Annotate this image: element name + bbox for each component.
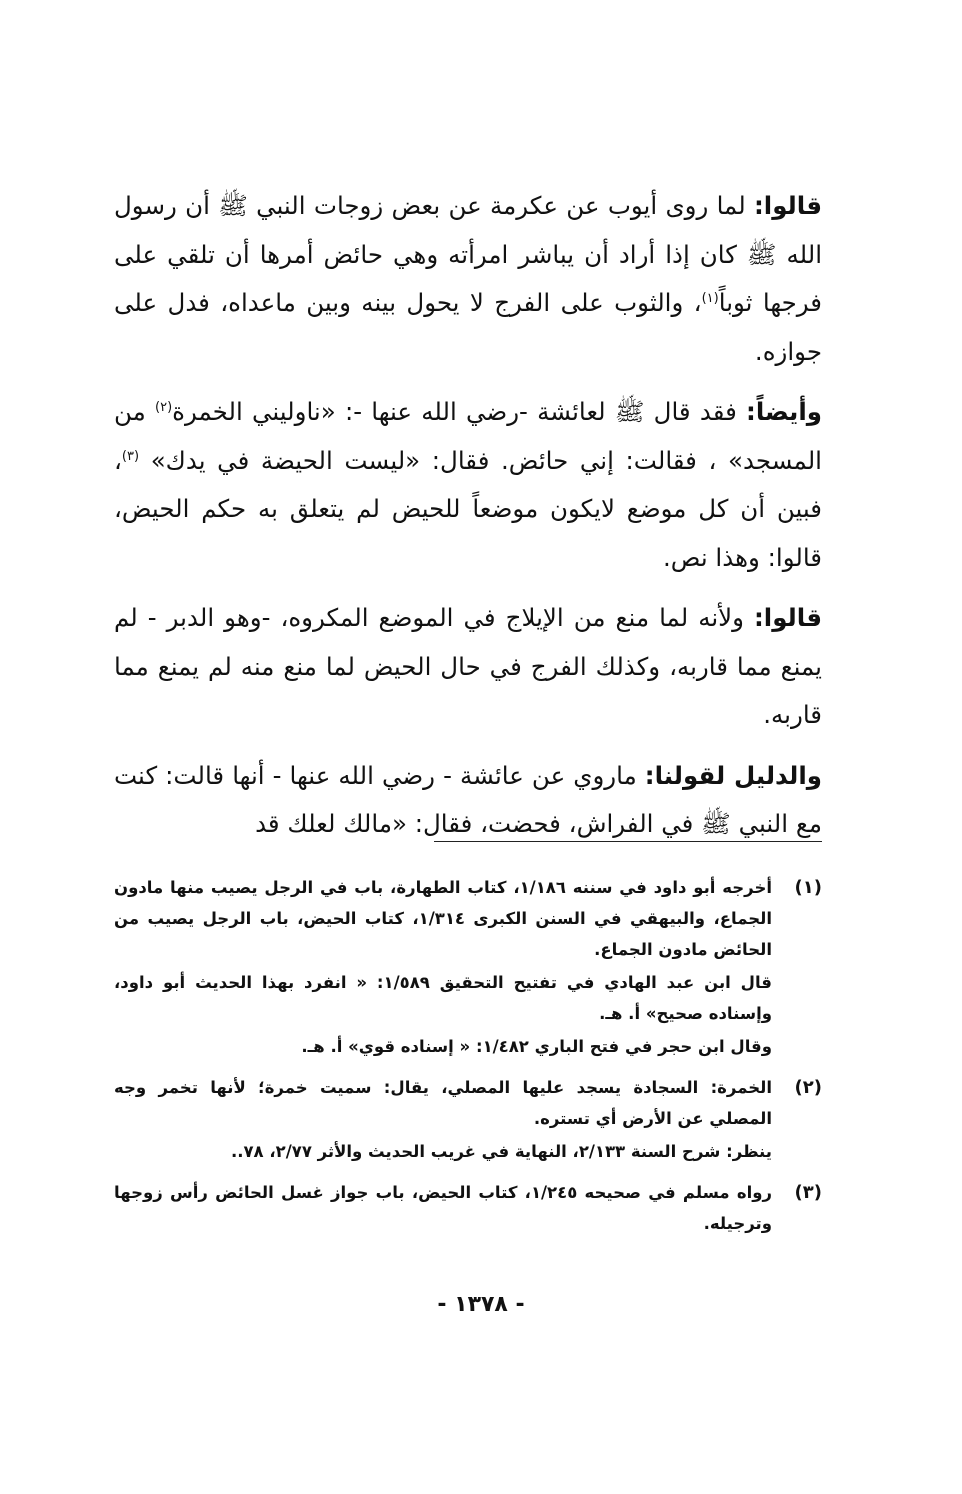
paragraph-text: ، فبين أن كل موضع لايكون موضعاً للحيض لم يتعلق به حكم الحيض، قالوا: وهذا نص. xyxy=(114,445,822,572)
paragraph-text: من المسجد» ، فقالت: إني حائض. فقال: «ليست الحيضة في يدك» xyxy=(114,397,822,475)
paragraph-text: ، والثوب على الفرج لا يحول بينه وبين ماعداه، فدل على جوازه. xyxy=(114,288,822,366)
main-text xyxy=(114,182,822,861)
paragraph-lead: والدليل لقولنا: xyxy=(644,760,823,790)
paragraph-lead: وأيضاً: xyxy=(746,397,823,426)
footnote-2 xyxy=(114,1072,822,1167)
paragraph-2 xyxy=(114,388,822,582)
paragraph-text: ولأنه لما منع من الإيلاج في الموضع المكروه، -وهو الدبر - لم يمنع مما قاربه، وكذلك الفرج في حال الحيض لما منع منه لم يمنع مما قاربه. xyxy=(114,603,822,729)
footnote-reference[interactable]: (٣) xyxy=(121,448,140,464)
paragraph-1 xyxy=(114,182,822,376)
footnote-number: (٣) xyxy=(794,1182,822,1203)
footnote-line: رواه مسلم في صحيحه ١/٢٤٥، كتاب الحيض، باب جواز غسل الحائض رأس زوجها وترجيله. xyxy=(114,1183,772,1233)
paragraph-lead: قالوا: xyxy=(754,191,822,220)
paragraph-3 xyxy=(114,594,822,740)
footnote-line: وقال ابن حجر في فتح الباري ١/٤٨٢: « إسناده قوي» أ. هـ. xyxy=(301,1037,772,1056)
footnote-number: (١) xyxy=(794,877,822,898)
footnote-number: (٢) xyxy=(794,1077,822,1098)
paragraph-4 xyxy=(114,752,822,849)
footnote-line: قال ابن عبد الهادي في تفتيح التحقيق ١/٥٨٩: « انفرد بهذا الحديث أبو داود، وإسناده صحيح» أ. هـ. xyxy=(114,973,772,1023)
footnotes xyxy=(114,872,822,1249)
paragraph-text: فقد قال ﷺ لعائشة -رضي الله عنها -: «ناوليني الخمرة xyxy=(172,397,747,426)
paragraph-lead: قالوا: xyxy=(754,603,822,632)
page-number: - ١٣٧٨ - xyxy=(437,1292,525,1317)
footnote-separator xyxy=(434,841,822,842)
footnote-line: الخمرة: السجادة يسجد عليها المصلي، يقال: سميت خمرة؛ لأنها تخمر وجه المصلي عن الأرض أي تستره. xyxy=(114,1078,772,1128)
footnote-3 xyxy=(114,1177,822,1239)
footnote-line: ينظر: شرح السنة ٢/١٣٣، النهاية في غريب الحديث والأثر ٢/٧٧، ٧٨.. xyxy=(230,1142,772,1161)
footnote-1 xyxy=(114,872,822,1062)
paragraph-text: ماروي عن عائشة - رضي الله عنها - أنها قالت: كنت مع النبي ﷺ في الفراش، فحضت، فقال: «مالك لعلك قد xyxy=(114,760,822,838)
paragraph-text: لما روى أيوب عن عكرمة عن بعض زوجات النبي ﷺ أن رسول الله ﷺ كان إذا أراد أن يباشر امرأته وهي حائض أمرها أن تلقي على فرجها ثوباً xyxy=(114,191,822,317)
footnote-reference[interactable]: (٢) xyxy=(155,399,173,415)
footnote-reference[interactable]: (١) xyxy=(701,290,719,306)
footnote-line: أخرجه أبو داود في سننه ١/١٨٦، كتاب الطهارة، باب في الرجل يصيب منها مادون الجماع، والبيهقي في السنن الكبرى ١/٣١٤، كتاب الحيض، باب الرجل يصيب من الحائض مادون الجماع. xyxy=(114,878,772,959)
